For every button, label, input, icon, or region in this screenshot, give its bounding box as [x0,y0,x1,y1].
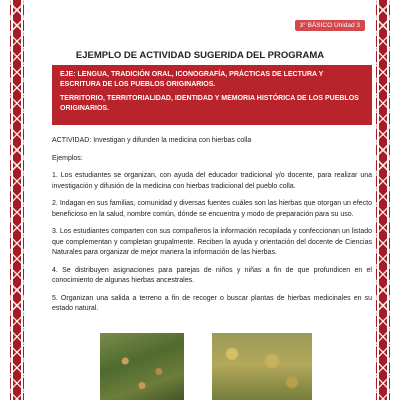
eje-line-territorio: TERRITORIO, TERRITORIALIDAD, IDENTIDAD Y MEMORIA HISTÓRICA DE LOS PUEBLOS ORIGINARIOS. [60,95,359,112]
decorative-border-right [376,0,390,400]
examples-label: Ejemplos: [52,154,83,162]
activity-content [52,136,372,322]
herb-photo-shrub [212,333,312,400]
example-item-5: 5. Organizan una salida a terreno a fin de recoger o buscar plantas de hierbas medicinales en su estado natural. [52,294,372,312]
activity-heading: ACTIVIDAD: Investigan y difunden la medicina con hierbas colla [52,137,252,144]
example-item-2: 2. Indagan en sus familias, comunidad y diversas fuentes cuáles son las hierbas que otorgan un efecto beneficioso en la salud, nombre común, dónde se encuentra y modo de preparación para su uso. [52,200,372,218]
grade-unit-tag: 3° BÁSICO Unidad 3 [295,20,365,31]
example-item-4: 4. Se distribuyen asignaciones para parejas de niños y niñas a fin de que profundicen en el conocimiento de algunas hierbas ancestrales. [52,266,372,284]
decorative-border-left [10,0,24,400]
eje-line-lengua: EJE: LENGUA, TRADICIÓN ORAL, ICONOGRAFÍA, PRÁCTICAS DE LECTURA Y ESCRITURA DE LOS PUEBLOS ORIGINARIOS. [60,71,324,88]
eje-box [52,65,372,125]
example-item-1: 1. Los estudiantes se organizan, con ayuda del educador tradicional y/o docente, para realizar una investigación y difusión de la medicina con hierbas tradicional del pueblo colla. [52,172,372,190]
example-item-3: 3. Los estudiantes comparten con sus compañeros la información recopilada y confeccionan un listado que complementan y completan grupalmente. Reciben la ayuda y orientación del docente de Ciencias Naturales para organizar de mejor manera la información de las hierbas. [52,228,372,256]
herb-photo-pine [100,333,184,400]
page-title: EJEMPLO DE ACTIVIDAD SUGERIDA DEL PROGRAMA [75,50,325,61]
